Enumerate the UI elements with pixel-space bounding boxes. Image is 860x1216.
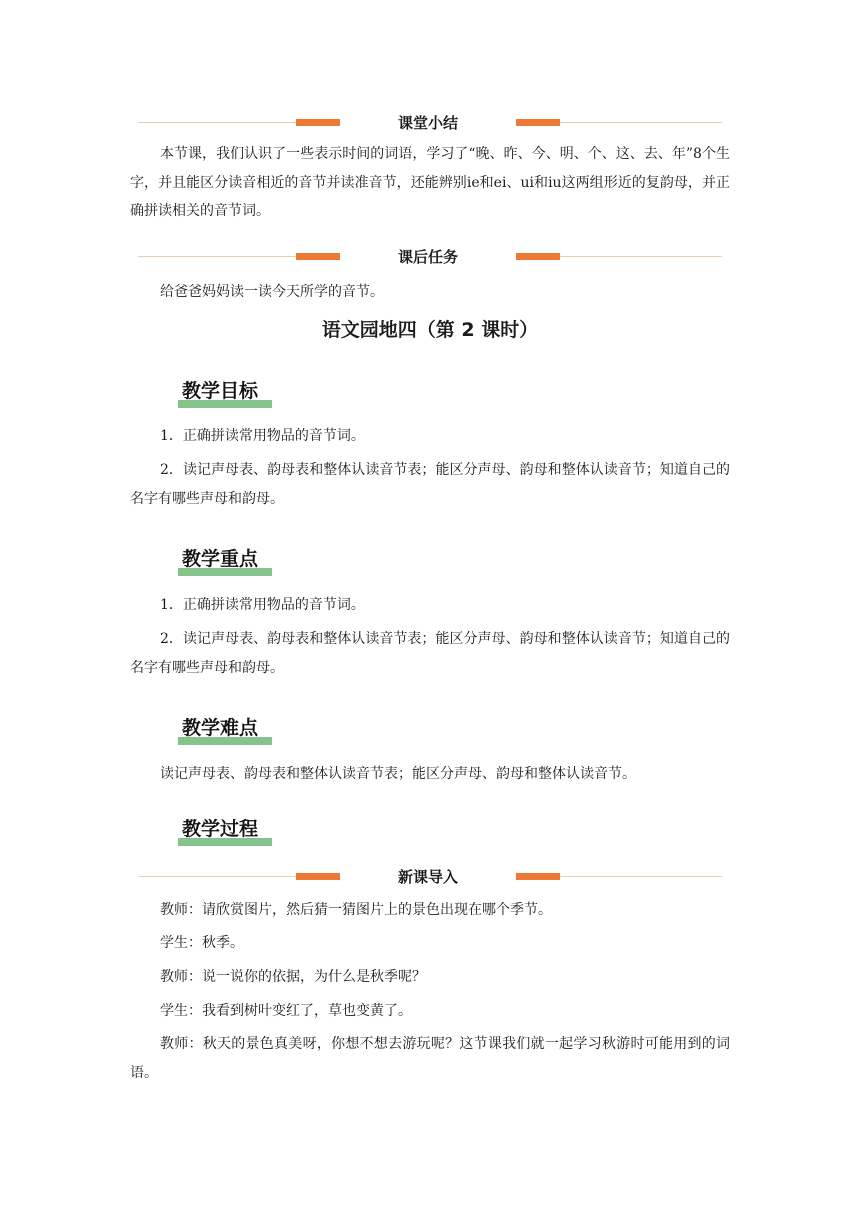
divider-bar [296, 119, 340, 126]
summary-divider [138, 110, 722, 136]
summary-paragraph: 本节课，我们认识了一些表示时间的词语，学习了“晚、昨、今、明、个、这、去、年”8个生字，并且能区分读音相近的音节并读准音节，还能辨别ie和ei、ui和iu这两组形近的复韵母，并正确拼读相关的音节词。 [130, 146, 730, 219]
goal-item: 1．正确拼读常用物品的音节词。 [160, 428, 365, 444]
intro-divider [138, 864, 722, 890]
divider-bar [296, 873, 340, 880]
process-heading-text: 教学过程 [182, 818, 259, 840]
dialogue-line: 学生：我看到树叶变红了，草也变黄了。 [160, 1003, 412, 1019]
divider-rule [138, 876, 296, 877]
dialogue-line: 教师：说一说你的依据，为什么是秋季呢？ [160, 969, 426, 985]
key-points-heading [178, 546, 274, 576]
goal-item: 2．读记声母表、韵母表和整体认读音节表；能区分声母、韵母和整体认读音节；知道自己的名字有哪些声母和韵母。 [130, 462, 730, 507]
divider-rule [560, 122, 722, 123]
key-point-item: 1．正确拼读常用物品的音节词。 [160, 597, 365, 613]
dialogue-line: 学生：秋季。 [160, 935, 244, 951]
dialogue-line: 教师：秋天的景色真美呀，你想不想去游玩呢？这节课我们就一起学习秋游时可能用到的词语。 [130, 1036, 730, 1081]
divider-rule [138, 122, 296, 123]
divider-bar [516, 253, 560, 260]
difficulties-paragraph: 读记声母表、韵母表和整体认读音节表；能区分声母、韵母和整体认读音节。 [160, 766, 636, 782]
homework-paragraph: 给爸爸妈妈读一读今天所学的音节。 [160, 284, 384, 300]
goals-heading-text: 教学目标 [182, 380, 259, 402]
summary-heading: 课堂小结 [397, 114, 458, 132]
intro-heading: 新课导入 [397, 868, 458, 886]
difficulties-heading-text: 教学难点 [182, 717, 259, 739]
divider-bar [516, 119, 560, 126]
divider-rule [560, 256, 722, 257]
homework-divider [138, 244, 722, 270]
key-points-heading-text: 教学重点 [182, 548, 259, 570]
goals-heading [178, 378, 274, 408]
divider-rule [560, 876, 722, 877]
key-point-item: 2．读记声母表、韵母表和整体认读音节表；能区分声母、韵母和整体认读音节；知道自己的名字有哪些声母和韵母。 [130, 631, 730, 676]
process-heading [178, 816, 274, 846]
divider-bar [296, 253, 340, 260]
dialogue-line: 教师：请欣赏图片，然后猜一猜图片上的景色出现在哪个季节。 [160, 902, 552, 918]
difficulties-heading [178, 715, 274, 745]
divider-bar [516, 873, 560, 880]
divider-rule [138, 256, 296, 257]
homework-heading: 课后任务 [397, 248, 458, 266]
lesson-title: 语文园地四（第 2 课时） [321, 319, 539, 341]
